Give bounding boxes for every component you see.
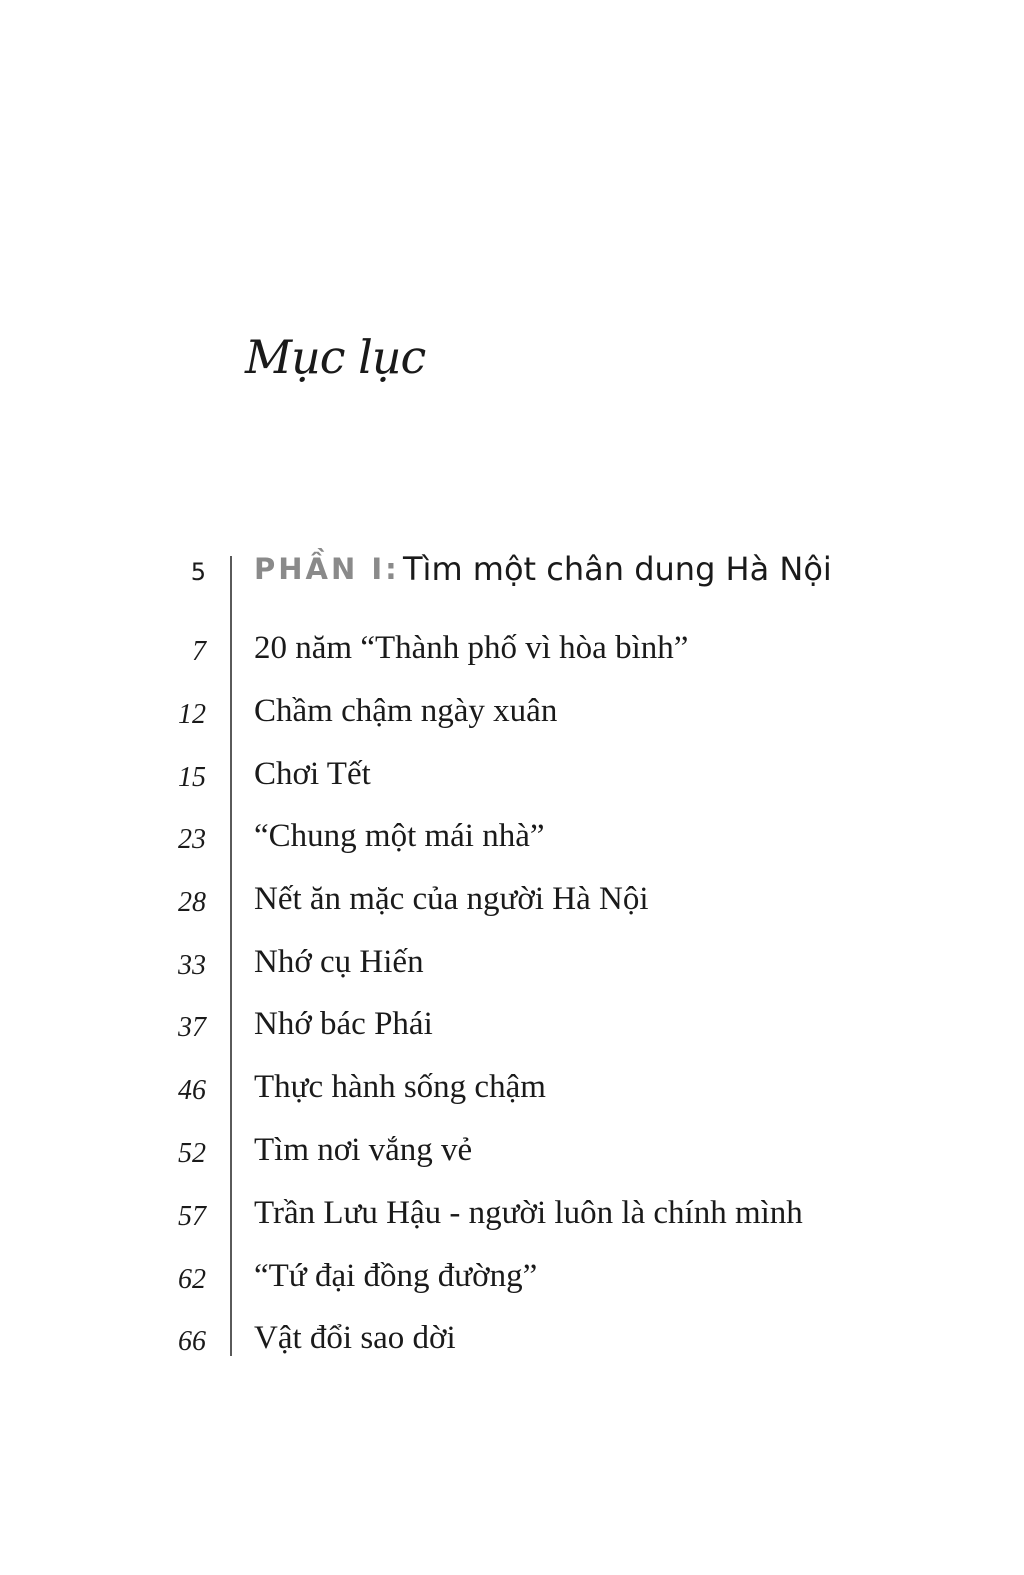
toc-entry[interactable]: [0, 881, 1024, 931]
toc-entry-page: 62: [178, 1264, 206, 1295]
toc-entry-title: Trần Lưu Hậu - người luôn là chính mình: [254, 1195, 803, 1231]
toc-entry-title: “Tứ đại đồng đường”: [254, 1258, 538, 1294]
toc-entry-title: Vật đổi sao dời: [254, 1320, 456, 1356]
part-title: Tìm một chân dung Hà Nội: [403, 550, 832, 588]
toc-entry-title: Nhớ cụ Hiến: [254, 944, 424, 980]
toc-entry[interactable]: [0, 1258, 1024, 1308]
toc-entry-page: 57: [178, 1201, 206, 1232]
toc-entry[interactable]: [0, 1320, 1024, 1370]
toc-entry-title: Nhớ bác Phái: [254, 1006, 433, 1042]
toc-entry[interactable]: [0, 1006, 1024, 1056]
toc-entry-page: 15: [178, 762, 206, 793]
toc-entry-title: Thực hành sống chậm: [254, 1069, 546, 1105]
part-heading-row: [0, 548, 1024, 598]
toc-entry[interactable]: [0, 1132, 1024, 1182]
toc-entry-title: “Chung một mái nhà”: [254, 818, 545, 854]
toc-entry-page: 23: [178, 824, 206, 855]
toc-entry-title: Chơi Tết: [254, 756, 371, 792]
part-page-number: 5: [190, 558, 206, 586]
toc-entry-page: 33: [178, 950, 206, 981]
toc-entry-title: Chầm chậm ngày xuân: [254, 693, 558, 729]
toc-entry[interactable]: [0, 1195, 1024, 1245]
toc-entry-title: Nết ăn mặc của người Hà Nội: [254, 881, 649, 917]
part-label: PHẦN I:: [254, 552, 400, 586]
toc-entry-page: 46: [178, 1075, 206, 1106]
toc-entry-page: 66: [178, 1326, 206, 1357]
toc-entry[interactable]: [0, 818, 1024, 868]
toc-entry[interactable]: [0, 693, 1024, 743]
toc-entry-title: 20 năm “Thành phố vì hòa bình”: [254, 630, 689, 666]
toc-entry-title: Tìm nơi vắng vẻ: [254, 1132, 473, 1168]
page-title: Mục lục: [245, 330, 426, 384]
toc-entry-page: 52: [178, 1138, 206, 1169]
toc-entry-page: 12: [178, 699, 206, 730]
toc-entry[interactable]: [0, 944, 1024, 994]
toc-entry-page: 37: [178, 1012, 206, 1043]
toc-entry-page: 28: [178, 887, 206, 918]
toc-entry[interactable]: [0, 756, 1024, 806]
toc-entry[interactable]: [0, 630, 1024, 680]
toc-entry-page: 7: [192, 636, 206, 667]
toc-entry[interactable]: [0, 1069, 1024, 1119]
